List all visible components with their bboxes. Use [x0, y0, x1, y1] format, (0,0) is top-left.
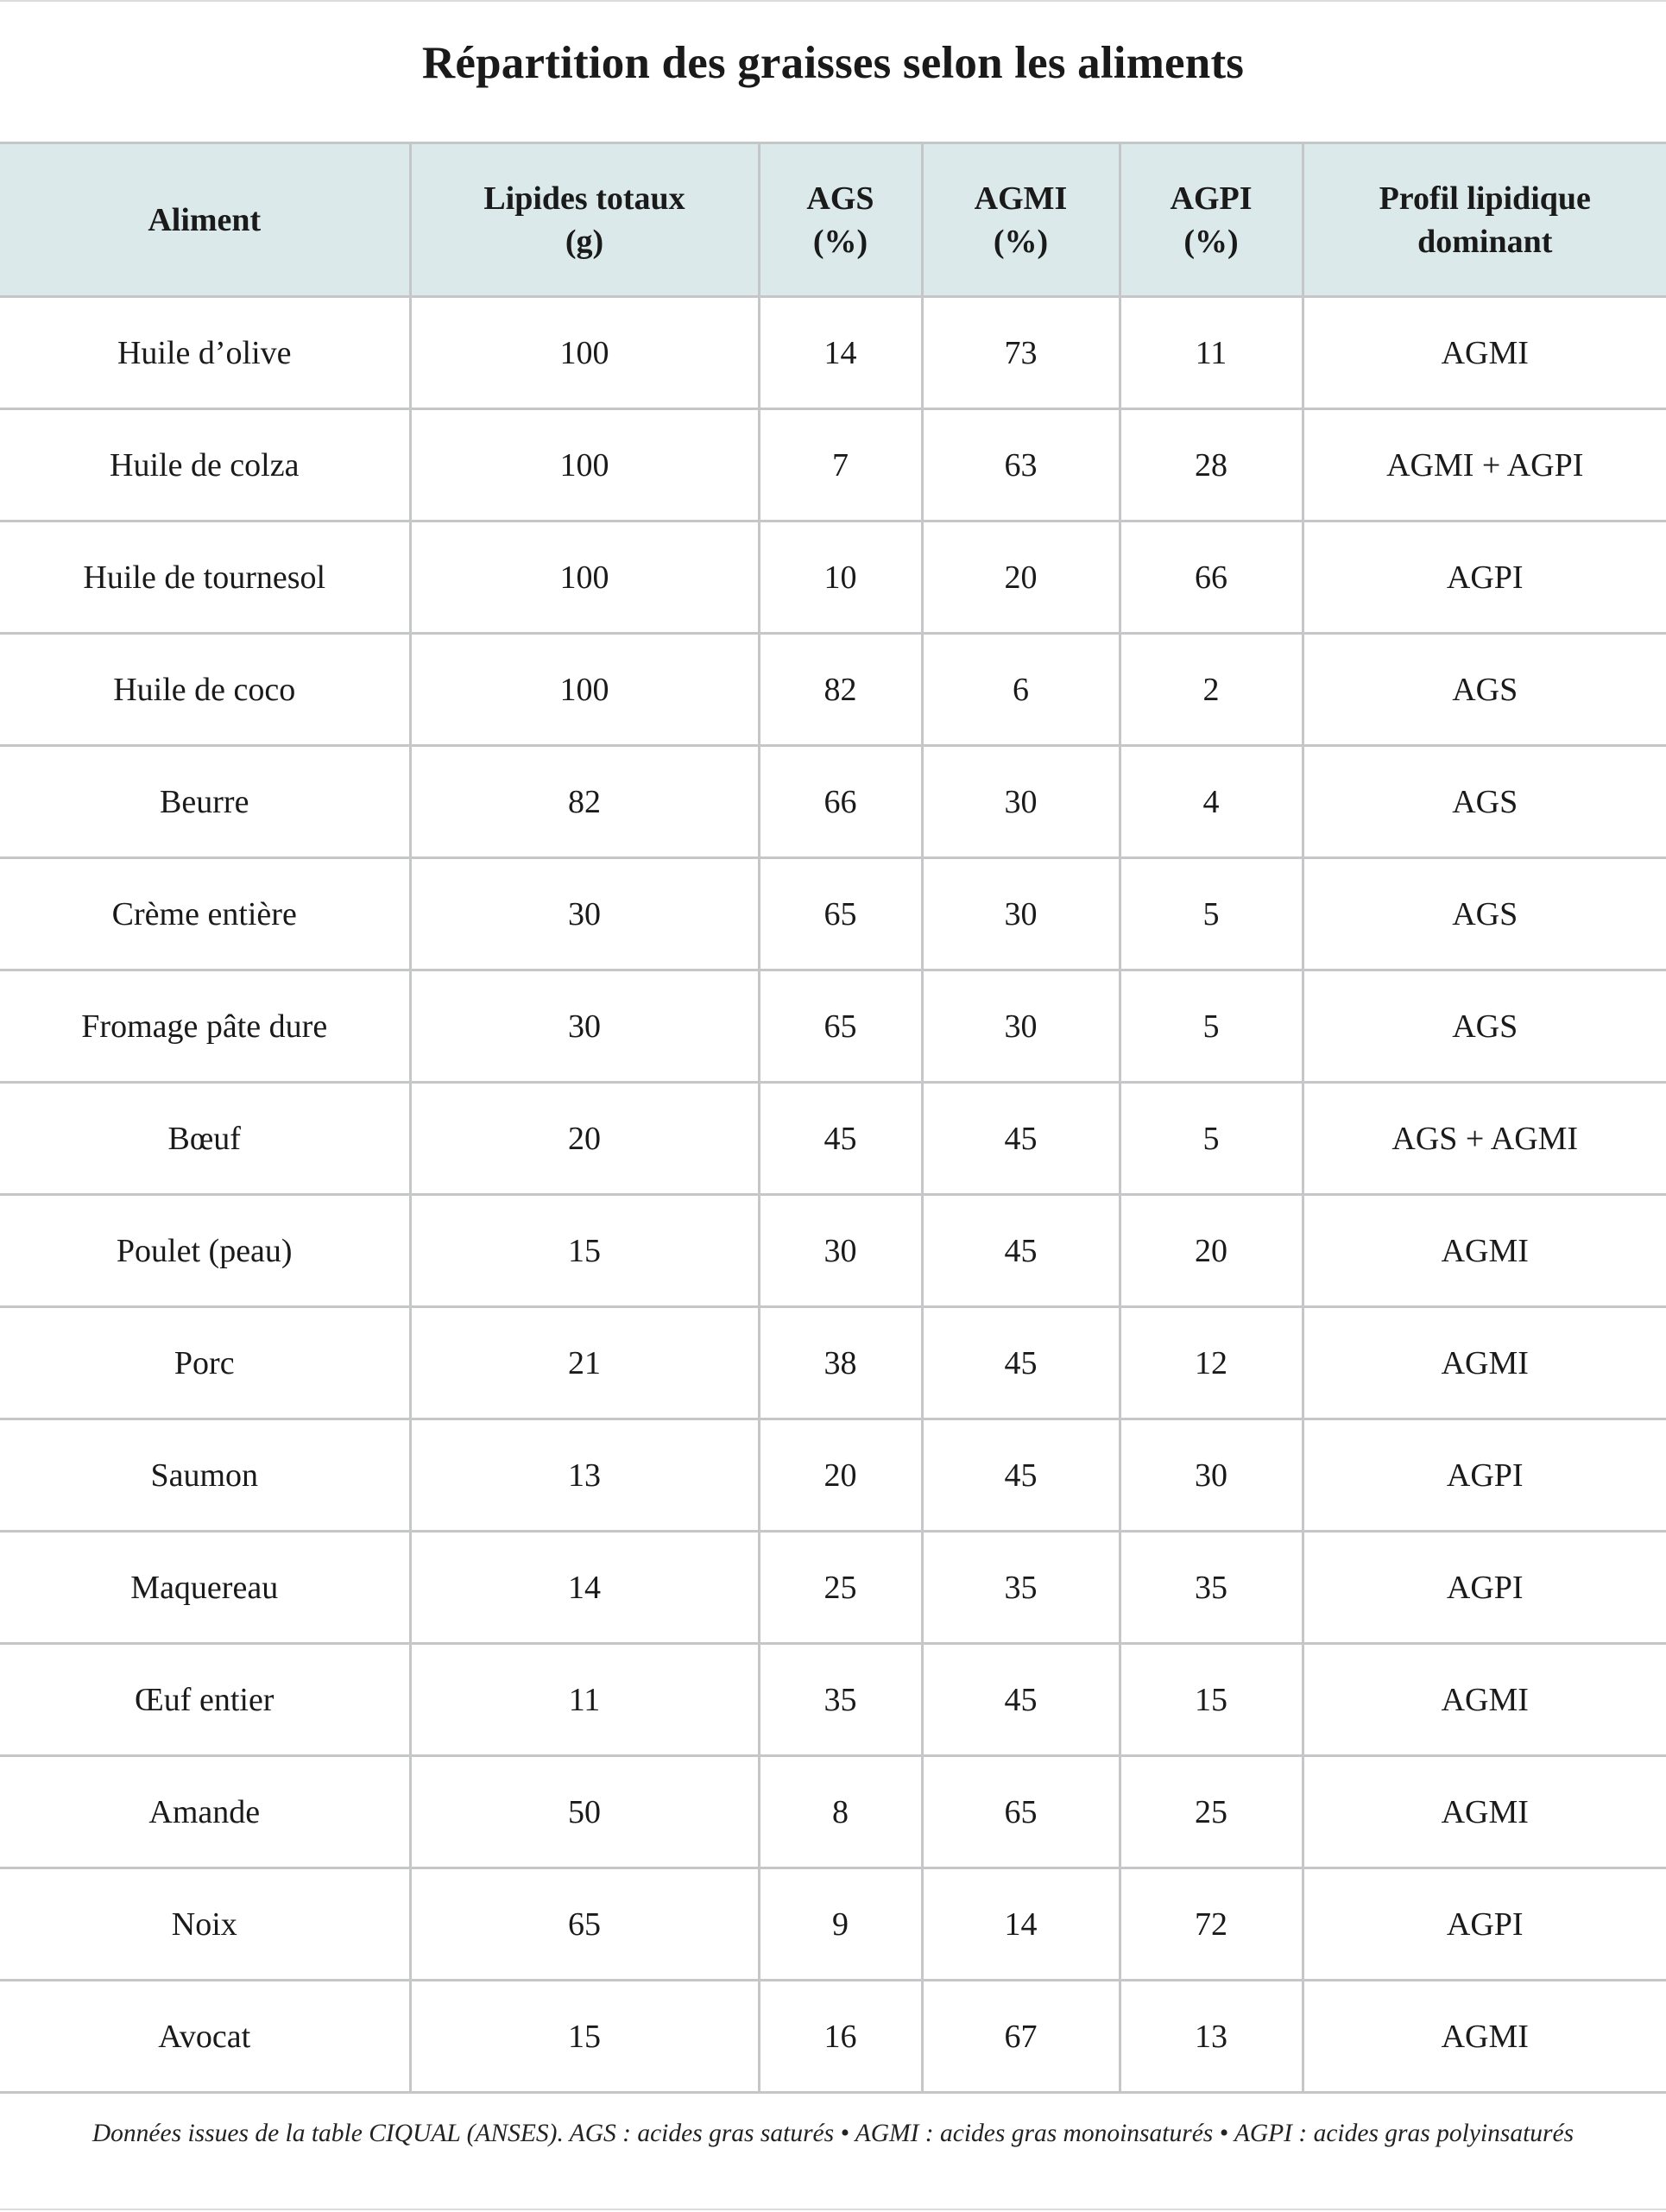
- cell-agmi: 45: [922, 1083, 1120, 1195]
- table-row: [0, 746, 1666, 858]
- table-row: [0, 1307, 1666, 1419]
- table-row: [0, 1419, 1666, 1532]
- cell-agpi: 72: [1120, 1868, 1303, 1981]
- cell-ags: 7: [759, 409, 922, 521]
- cell-aliment: Huile de colza: [0, 409, 410, 521]
- cell-agpi: 15: [1120, 1644, 1303, 1756]
- cell-agmi: 30: [922, 746, 1120, 858]
- cell-lipides-totaux: 20: [410, 1083, 759, 1195]
- cell-agpi: 11: [1120, 297, 1303, 409]
- cell-ags: 8: [759, 1756, 922, 1868]
- cell-aliment: Œuf entier: [0, 1644, 410, 1756]
- table-title: Répartition des graisses selon les aliments: [421, 38, 1245, 88]
- cell-profil: AGPI: [1303, 521, 1666, 634]
- header-lipides-totaux: Lipides totaux (g): [410, 143, 759, 297]
- cell-agpi: 5: [1120, 970, 1303, 1083]
- cell-aliment: Fromage pâte dure: [0, 970, 410, 1083]
- cell-lipides-totaux: 100: [410, 297, 759, 409]
- cell-agpi: 12: [1120, 1307, 1303, 1419]
- cell-agpi: 4: [1120, 746, 1303, 858]
- cell-agmi: 14: [922, 1868, 1120, 1981]
- cell-profil: AGPI: [1303, 1532, 1666, 1644]
- cell-aliment: Avocat: [0, 1981, 410, 2093]
- header-row: [0, 143, 1666, 297]
- cell-ags: 14: [759, 297, 922, 409]
- cell-ags: 38: [759, 1307, 922, 1419]
- cell-profil: AGS: [1303, 634, 1666, 746]
- cell-lipides-totaux: 82: [410, 746, 759, 858]
- cell-agmi: 65: [922, 1756, 1120, 1868]
- cell-agpi: 28: [1120, 409, 1303, 521]
- cell-agpi: 30: [1120, 1419, 1303, 1532]
- cell-lipides-totaux: 50: [410, 1756, 759, 1868]
- cell-agmi: 35: [922, 1532, 1120, 1644]
- cell-ags: 9: [759, 1868, 922, 1981]
- cell-ags: 65: [759, 858, 922, 970]
- cell-agmi: 67: [922, 1981, 1120, 2093]
- cell-aliment: Poulet (peau): [0, 1195, 410, 1307]
- cell-profil: AGMI + AGPI: [1303, 409, 1666, 521]
- cell-aliment: Noix: [0, 1868, 410, 1981]
- cell-agmi: 45: [922, 1419, 1120, 1532]
- cell-profil: AGMI: [1303, 1644, 1666, 1756]
- cell-lipides-totaux: 30: [410, 858, 759, 970]
- cell-lipides-totaux: 65: [410, 1868, 759, 1981]
- cell-ags: 35: [759, 1644, 922, 1756]
- cell-aliment: Porc: [0, 1307, 410, 1419]
- cell-aliment: Maquereau: [0, 1532, 410, 1644]
- cell-agpi: 2: [1120, 634, 1303, 746]
- cell-agpi: 35: [1120, 1532, 1303, 1644]
- cell-agmi: 30: [922, 858, 1120, 970]
- cell-profil: AGMI: [1303, 1981, 1666, 2093]
- cell-profil: AGMI: [1303, 297, 1666, 409]
- table-row: [0, 970, 1666, 1083]
- cell-agmi: 20: [922, 521, 1120, 634]
- source-footnote: Données issues de la table CIQUAL (ANSES). AGS : acides gras saturés • AGMI : acides gras monoinsaturés • AGPI : acides gras polyinsaturés: [92, 2120, 1574, 2147]
- header-agpi: AGPI (%): [1120, 143, 1303, 297]
- table-row: [0, 1083, 1666, 1195]
- cell-agmi: 6: [922, 634, 1120, 746]
- cell-aliment: Saumon: [0, 1419, 410, 1532]
- table-row: [0, 1756, 1666, 1868]
- cell-ags: 82: [759, 634, 922, 746]
- cell-agpi: 20: [1120, 1195, 1303, 1307]
- cell-profil: AGS: [1303, 746, 1666, 858]
- cell-aliment: Huile de tournesol: [0, 521, 410, 634]
- cell-lipides-totaux: 14: [410, 1532, 759, 1644]
- cell-lipides-totaux: 21: [410, 1307, 759, 1419]
- table-row: [0, 521, 1666, 634]
- table-row: [0, 409, 1666, 521]
- table-body: [0, 297, 1666, 2093]
- cell-ags: 20: [759, 1419, 922, 1532]
- table-row: [0, 1644, 1666, 1756]
- cell-aliment: Amande: [0, 1756, 410, 1868]
- header-ags: AGS (%): [759, 143, 922, 297]
- table-row: [0, 297, 1666, 409]
- cell-agpi: 5: [1120, 1083, 1303, 1195]
- cell-lipides-totaux: 100: [410, 521, 759, 634]
- cell-agmi: 45: [922, 1195, 1120, 1307]
- cell-agmi: 30: [922, 970, 1120, 1083]
- cell-ags: 65: [759, 970, 922, 1083]
- cell-ags: 10: [759, 521, 922, 634]
- cell-lipides-totaux: 15: [410, 1195, 759, 1307]
- cell-agpi: 13: [1120, 1981, 1303, 2093]
- cell-lipides-totaux: 100: [410, 409, 759, 521]
- cell-profil: AGPI: [1303, 1868, 1666, 1981]
- cell-aliment: Crème entière: [0, 858, 410, 970]
- cell-aliment: Huile d’olive: [0, 297, 410, 409]
- cell-agpi: 66: [1120, 521, 1303, 634]
- cell-agmi: 45: [922, 1307, 1120, 1419]
- cell-aliment: Bœuf: [0, 1083, 410, 1195]
- cell-profil: AGS: [1303, 858, 1666, 970]
- header-agmi: AGMI (%): [922, 143, 1120, 297]
- cell-aliment: Beurre: [0, 746, 410, 858]
- table-row: [0, 1868, 1666, 1981]
- table-row: [0, 858, 1666, 970]
- header-aliment: Aliment: [0, 143, 410, 297]
- cell-lipides-totaux: 30: [410, 970, 759, 1083]
- cell-aliment: Huile de coco: [0, 634, 410, 746]
- table-row: [0, 1195, 1666, 1307]
- cell-profil: AGS + AGMI: [1303, 1083, 1666, 1195]
- header-profil-lipidique: Profil lipidique dominant: [1303, 143, 1666, 297]
- cell-ags: 16: [759, 1981, 922, 2093]
- cell-ags: 25: [759, 1532, 922, 1644]
- table-row: [0, 1532, 1666, 1644]
- cell-profil: AGMI: [1303, 1756, 1666, 1868]
- cell-profil: AGMI: [1303, 1195, 1666, 1307]
- table-row: [0, 1981, 1666, 2093]
- cell-agmi: 45: [922, 1644, 1120, 1756]
- cell-ags: 30: [759, 1195, 922, 1307]
- cell-lipides-totaux: 15: [410, 1981, 759, 2093]
- cell-agmi: 63: [922, 409, 1120, 521]
- cell-lipides-totaux: 100: [410, 634, 759, 746]
- cell-agpi: 25: [1120, 1756, 1303, 1868]
- cell-profil: AGMI: [1303, 1307, 1666, 1419]
- cell-agpi: 5: [1120, 858, 1303, 970]
- lipid-table: [0, 142, 1666, 2094]
- table-row: [0, 634, 1666, 746]
- cell-ags: 66: [759, 746, 922, 858]
- cell-lipides-totaux: 13: [410, 1419, 759, 1532]
- cell-profil: AGS: [1303, 970, 1666, 1083]
- cell-profil: AGPI: [1303, 1419, 1666, 1532]
- cell-lipides-totaux: 11: [410, 1644, 759, 1756]
- cell-agmi: 73: [922, 297, 1120, 409]
- cell-ags: 45: [759, 1083, 922, 1195]
